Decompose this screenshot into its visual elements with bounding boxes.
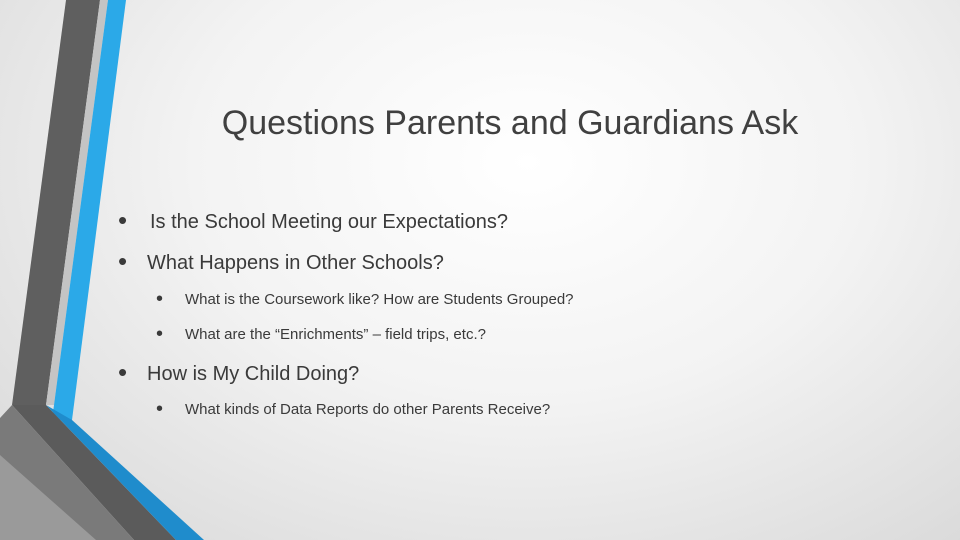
sub-bullet-item: [118, 289, 574, 311]
bullet-list: [118, 0, 918, 540]
sub-bullet-text: What kinds of Data Reports do other Parents Receive?: [185, 401, 551, 418]
bullet-dot: •: [118, 205, 128, 235]
bullet-item: [118, 246, 444, 277]
sub-bullet-item: [118, 324, 486, 346]
bullet-text: Is the School Meeting our Expectations?: [150, 211, 508, 233]
bullet-item: [118, 357, 360, 388]
bullet-dot: •: [156, 288, 164, 310]
sub-bullet-text: What is the Coursework like? How are Students Grouped?: [185, 291, 574, 308]
bullet-text: What Happens in Other Schools?: [147, 252, 444, 274]
bullet-item: [118, 205, 508, 236]
bullet-dot: •: [156, 398, 164, 420]
bullet-text: How is My Child Doing?: [147, 363, 360, 385]
sub-bullet-text: What are the “Enrichments” – field trips, etc.?: [185, 326, 486, 343]
bullet-dot: •: [118, 246, 128, 276]
bullet-dot: •: [156, 323, 164, 345]
sub-bullet-item: [118, 399, 550, 421]
slide-title: Questions Parents and Guardians Ask: [221, 104, 799, 142]
bullet-dot: •: [118, 357, 128, 387]
